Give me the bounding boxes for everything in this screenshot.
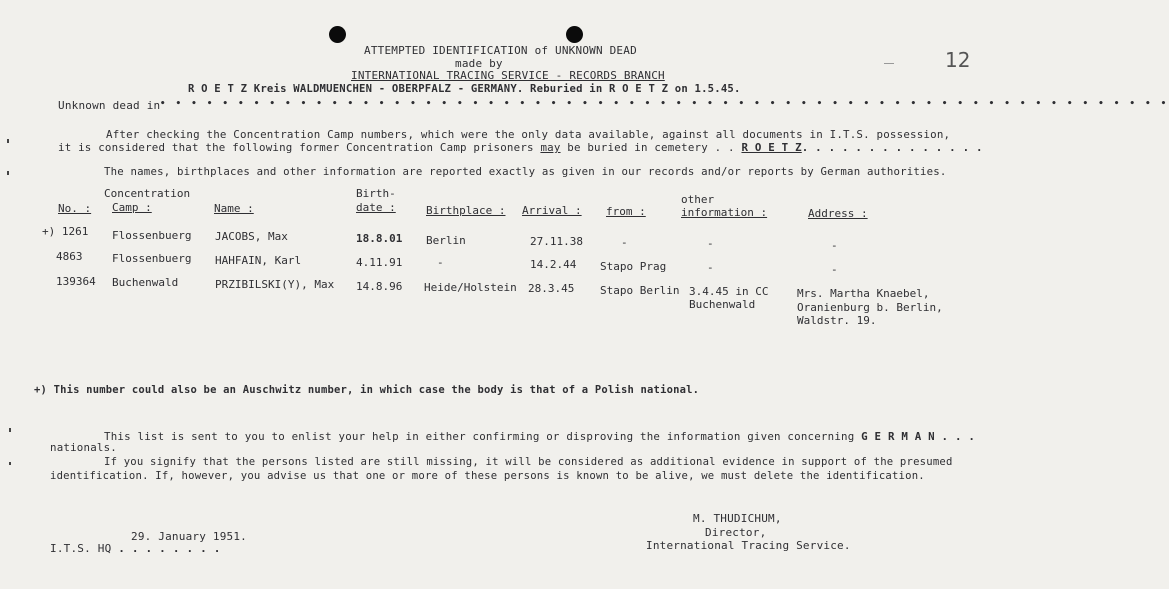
signature-title: Director, [705, 526, 767, 539]
office [50, 542, 221, 555]
header-no: No. : [58, 202, 92, 215]
row-2-from: Stapo Prag [600, 260, 667, 273]
row-1-other: - [707, 237, 714, 250]
row-3-birthplace: Heide/Holstein [424, 281, 517, 294]
row-1-birthplace: Berlin [426, 234, 466, 247]
row-2-address: - [831, 263, 838, 276]
header-birth-top: Birth- [356, 187, 396, 200]
intro-line-3: The names, birthplaces and other information are reported exactly as given in our records and/or reports by German authorities. [104, 165, 947, 178]
pencil-mark [884, 63, 894, 64]
punch-hole-left [329, 26, 346, 43]
margin-mark [9, 462, 11, 465]
row-2-birthplace: - [437, 256, 444, 269]
intro-line-2 [58, 141, 983, 154]
signature-name: M. THUDICHUM, [693, 512, 782, 525]
header-name: Name : [214, 202, 254, 215]
row-2-name: HAHFAIN, Karl [215, 254, 302, 267]
header-birthplace: Birthplace : [426, 204, 506, 217]
row-1-from: - [621, 236, 628, 249]
row-1-arrival: 27.11.38 [530, 235, 583, 248]
row-3-from: Stapo Berlin [600, 284, 680, 297]
row-1-name: JACOBS, Max [215, 230, 288, 243]
row-2-camp: Flossenbuerg [112, 252, 192, 265]
nationality: G E R M A N [861, 430, 935, 443]
office-dots: . . . . . . . . [118, 542, 221, 555]
row-1-birthdate: 18.8.01 [356, 232, 403, 245]
document-date: 29. January 1951. [131, 530, 247, 543]
closing-p1-text: This list is sent to you to enlist your help in either confirming or disproving the information given concerning [104, 430, 855, 443]
margin-mark [7, 139, 9, 143]
intro-line-1: After checking the Concentration Camp numbers, which were the only data available, against all documents in I.T.S. possession, [106, 128, 951, 141]
row-3-name: PRZIBILSKI(Y), Max [215, 278, 335, 291]
closing-p2-line2: identification. If, however, you advise us that one or more of these persons is known to be alive, we must delete the identification. [50, 470, 925, 482]
office-label: I.T.S. HQ [50, 542, 112, 555]
header-from: from : [606, 205, 646, 218]
intro-line-2-after: be buried in cemetery . . [567, 141, 735, 154]
closing-p2-line1: If you signify that the persons listed are still missing, it will be considered as additional evidence in support of the presumed [104, 456, 953, 468]
header-camp: Camp : [112, 201, 152, 214]
row-1-camp: Flossenbuerg [112, 229, 192, 242]
intro-line-2-before: it is considered that the following former Concentration Camp prisoners [58, 141, 534, 154]
closing-p1-line2: nationals. [50, 441, 118, 454]
row-2-arrival: 14.2.44 [530, 258, 577, 271]
header-address: Address : [808, 207, 868, 220]
header-other-top: other [681, 193, 715, 206]
row-3-other-2: Buchenwald [689, 298, 756, 311]
intro-may: may [540, 141, 561, 154]
unknown-dead-dots: • • • • • • • • • • • • • • • • • • • • • • • • • • • • • • • • • • • • • • • • • • • • • • • • • • • • • • • • • • • • • • • • • [160, 99, 1169, 109]
row-1-address: - [831, 239, 838, 252]
location-line: R O E T Z Kreis WALDMUENCHEN - OBERPFALZ - GERMANY. Reburied in R O E T Z on 1.5.45. [188, 83, 741, 95]
row-3-other-1: 3.4.45 in CC [689, 285, 769, 298]
header-title: ATTEMPTED IDENTIFICATION of UNKNOWN DEAD [364, 44, 637, 57]
row-1-no: +) 1261 [42, 225, 89, 238]
row-2-birthdate: 4.11.91 [356, 256, 403, 269]
row-3-address-3: Waldstr. 19. [797, 314, 877, 327]
page-number: 12 [945, 48, 971, 72]
header-other: information : [681, 206, 768, 219]
closing-p1-tail: . . . [941, 430, 976, 443]
footnote: +) This number could also be an Auschwitz number, in which case the body is that of a Polish national. [34, 384, 700, 396]
row-3-no: 139364 [56, 275, 96, 288]
signature-org: International Tracing Service. [646, 539, 851, 552]
header-made-by: made by [455, 57, 503, 70]
row-3-arrival: 28.3.45 [528, 282, 575, 295]
row-2-no: 4863 [56, 250, 83, 263]
header-birthdate: date : [356, 201, 396, 214]
margin-mark [9, 428, 11, 432]
unknown-dead-label: Unknown dead in [58, 99, 161, 112]
row-3-address-1: Mrs. Martha Knaebel, [797, 287, 930, 300]
row-3-address-2: Oranienburg b. Berlin, [797, 301, 943, 314]
punch-hole-right [566, 26, 583, 43]
row-2-other: - [707, 261, 714, 274]
header-org: INTERNATIONAL TRACING SERVICE - RECORDS BRANCH [351, 69, 665, 82]
intro-line-2-dots: . . . . . . . . . . . . . . [801, 141, 983, 154]
margin-mark [7, 171, 9, 175]
cemetery-name: R O E T Z [741, 141, 802, 154]
header-camp-top: Concentration [104, 187, 191, 200]
row-3-birthdate: 14.8.96 [356, 280, 403, 293]
closing-p1-line1 [104, 430, 975, 443]
row-3-camp: Buchenwald [112, 276, 179, 289]
header-arrival: Arrival : [522, 204, 582, 217]
